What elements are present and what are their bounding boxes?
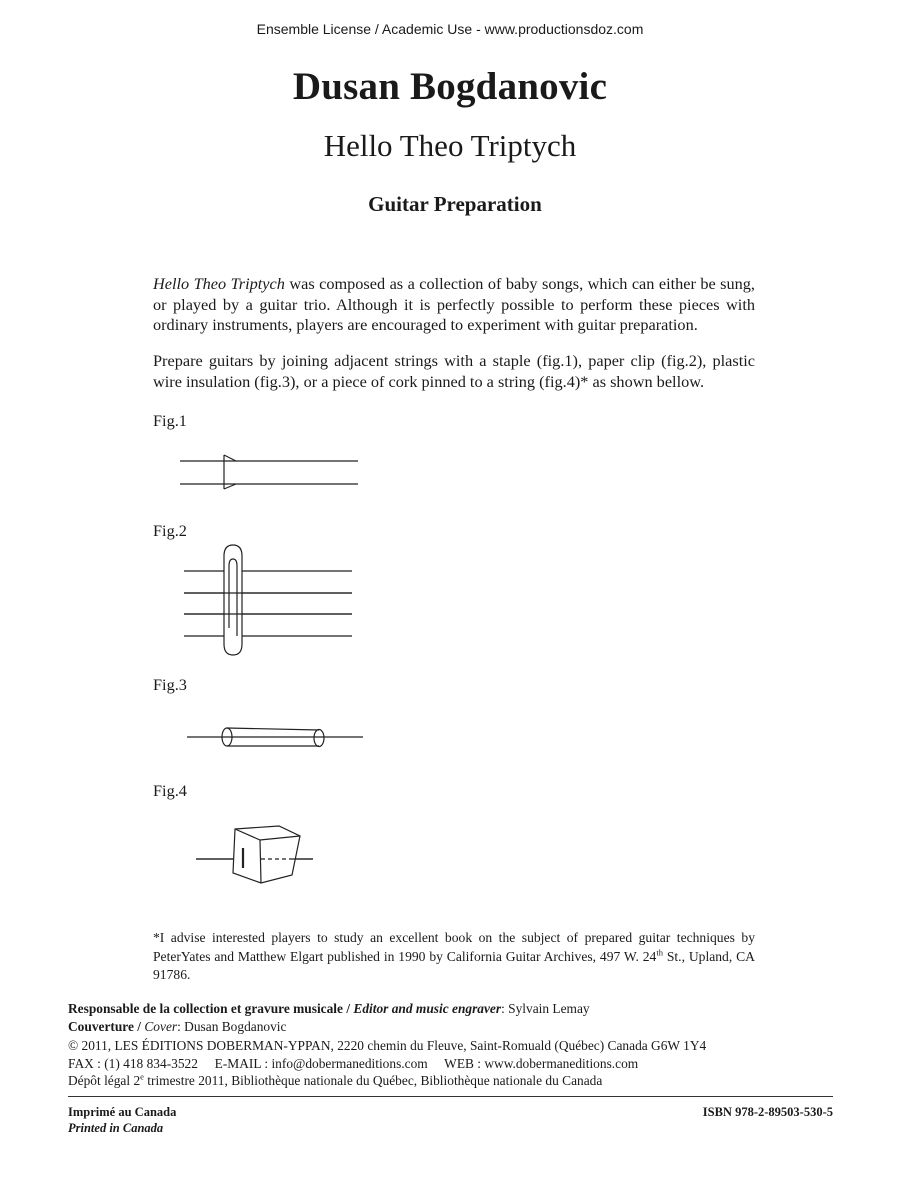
printed-fr: Imprimé au Canada	[68, 1105, 177, 1119]
footer-divider	[68, 1096, 833, 1097]
fig3-tube-end-left	[222, 728, 232, 746]
depot-text-a: Dépôt légal 2	[68, 1073, 141, 1088]
isbn: ISBN 978-2-89503-530-5	[702, 1105, 833, 1119]
fig2-clip-outer	[224, 545, 242, 655]
fig3-label: Fig.3	[153, 675, 187, 694]
credit-cover	[68, 1018, 848, 1037]
work-title-italic: Hello Theo Triptych	[153, 274, 285, 293]
credit-editor-fr: Responsable de la collection et gravure musicale /	[68, 1001, 351, 1016]
fig2-label: Fig.2	[153, 521, 187, 540]
depot-legal-line	[68, 1072, 848, 1091]
credit-editor-name: : Sylvain Lemay	[501, 1001, 590, 1016]
fig1-staple	[224, 455, 236, 489]
composer-name: Dusan Bogdanovic	[292, 65, 608, 108]
contact-line: FAX : (1) 418 834-3522 E-MAIL : info@dobermaneditions.com WEB : www.dobermaneditions.com	[68, 1056, 639, 1071]
section-title: Guitar Preparation	[368, 192, 542, 216]
fig1-label: Fig.1	[153, 411, 187, 430]
printed-en	[68, 1120, 163, 1136]
fig3-tube-end-right	[314, 730, 324, 747]
fig3-tube-body	[227, 728, 319, 746]
fig4-cork-edges	[235, 829, 300, 883]
credit-editor-en: Editor and music engraver	[353, 1001, 502, 1016]
credit-editor	[68, 1000, 848, 1019]
footnote-sup: th	[656, 946, 663, 957]
credit-cover-fr: Couverture /	[68, 1019, 142, 1034]
intro-paragraph	[153, 274, 755, 336]
printed-en-text: Printed in Canada	[68, 1121, 164, 1135]
copyright-line: © 2011, LES ÉDITIONS DOBERMAN-YPPAN, 2220 chemin du Fleuve, Saint-Romuald (Québec) Canada G6W 1Y4	[68, 1038, 707, 1053]
depot-sup: e	[140, 1071, 144, 1082]
footnote	[153, 929, 755, 985]
depot-text-b: trimestre 2011, Bibliothèque nationale du Québec, Bibliothèque nationale du Canada	[143, 1073, 603, 1088]
intro-text: was composed as a collection of baby songs, which can either be sung, or played by a guitar trio. Although it is perfectly possible to perform these pieces with ordinary instruments, players are encouraged to experiment with guitar preparation.	[153, 274, 756, 334]
license-header: Ensemble License / Academic Use - www.productionsdoz.com	[256, 21, 644, 37]
credit-cover-name: : Dusan Bogdanovic	[177, 1019, 287, 1034]
fig2-clip-inner	[229, 559, 237, 636]
work-title: Hello Theo Triptych	[323, 128, 577, 163]
credit-cover-en: Cover	[144, 1019, 178, 1034]
fig4-cork-outline	[233, 826, 300, 883]
fig4-label: Fig.4	[153, 781, 187, 800]
preparation-paragraph: Prepare guitars by joining adjacent strings with a staple (fig.1), paper clip (fig.2), plastic wire insulation (fig.3), or a piece of cork pinned to a string (fig.4)* as shown bellow.	[153, 351, 755, 391]
footnote-text-a: *I advise interested players to study an excellent book on the subject of prepared guitar techniques by PeterYates and Matthew Elgart published in 1990 by California Guitar Archives, 497 W. 24	[153, 930, 755, 964]
footnote-text-b: St., Upland, CA 91786.	[153, 948, 755, 982]
